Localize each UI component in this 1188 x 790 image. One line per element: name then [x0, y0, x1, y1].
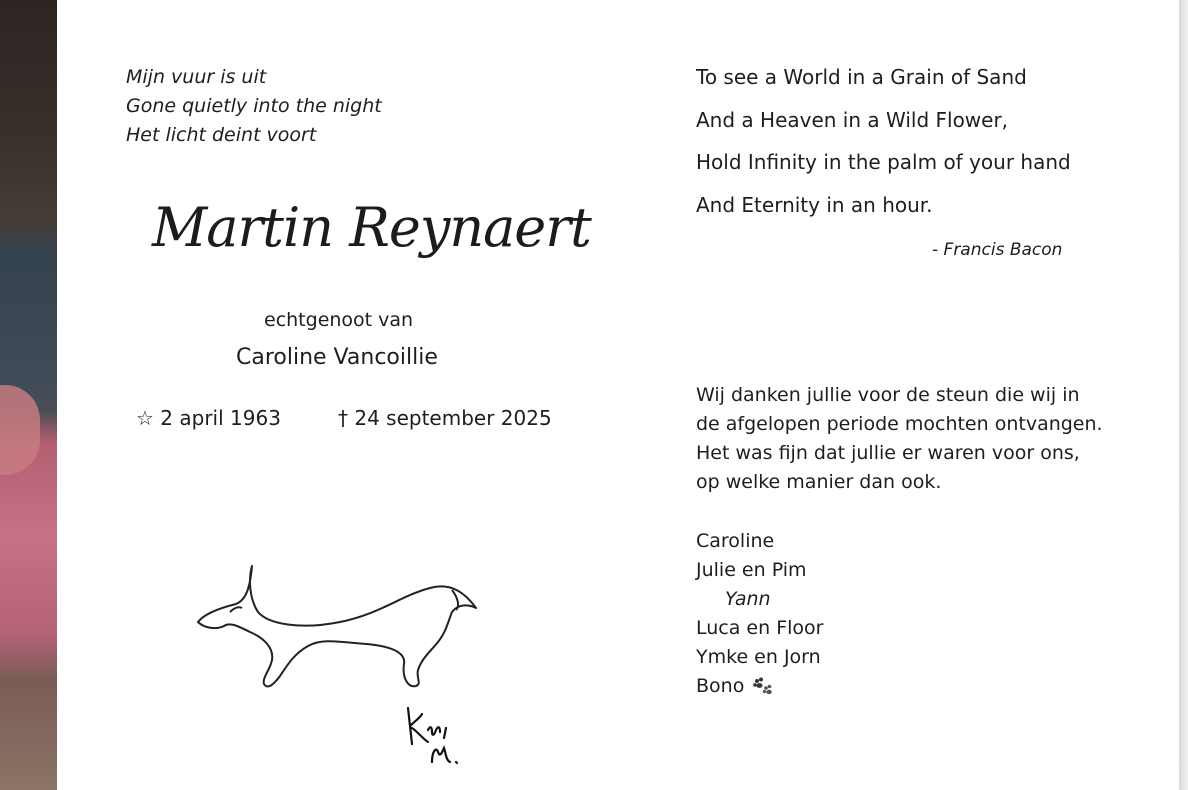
- background-photo: [0, 0, 57, 790]
- death-date: † 24 september 2025: [338, 406, 552, 430]
- family-member: Caroline: [696, 530, 775, 552]
- deceased-name: Martin Reynaert: [152, 196, 591, 259]
- family-member: Ymke en Jorn: [696, 646, 821, 668]
- family-member: Yann: [725, 588, 771, 610]
- family-member: Luca en Floor: [696, 617, 824, 639]
- family-member: Julie en Pim: [696, 559, 807, 581]
- card-edge: [1179, 0, 1188, 790]
- handwritten-signature: [398, 700, 468, 770]
- thanks-line: op welke manier dan ook.: [696, 471, 942, 493]
- poem-line: Het licht deint voort: [126, 124, 317, 146]
- spouse-label: echtgenoot van: [264, 309, 414, 331]
- thanks-line: de afgelopen periode mochten ontvangen.: [696, 413, 1103, 435]
- thanks-line: Wij danken jullie voor de steun die wij in: [696, 384, 1080, 406]
- paw-prints-icon: [752, 677, 774, 697]
- quote-line: And a Heaven in a Wild Flower,: [696, 108, 1009, 132]
- thanks-line: Het was fijn dat jullie er waren voor ons,: [696, 442, 1080, 464]
- spouse-name: Caroline Vancoillie: [236, 345, 438, 370]
- quote-line: Hold Infinity in the palm of your hand: [696, 150, 1071, 174]
- birth-date: ☆ 2 april 1963: [136, 406, 281, 430]
- quote-line: And Eternity in an hour.: [696, 193, 933, 217]
- poem-line: Gone quietly into the night: [126, 95, 382, 117]
- quote-line: To see a World in a Grain of Sand: [696, 65, 1027, 89]
- poem-line: Mijn vuur is uit: [126, 66, 267, 88]
- photo-arm: [0, 385, 40, 475]
- family-member: Bono: [696, 675, 745, 697]
- quote-attribution: - Francis Bacon: [932, 240, 1063, 260]
- dog-line-drawing-icon: [190, 560, 490, 700]
